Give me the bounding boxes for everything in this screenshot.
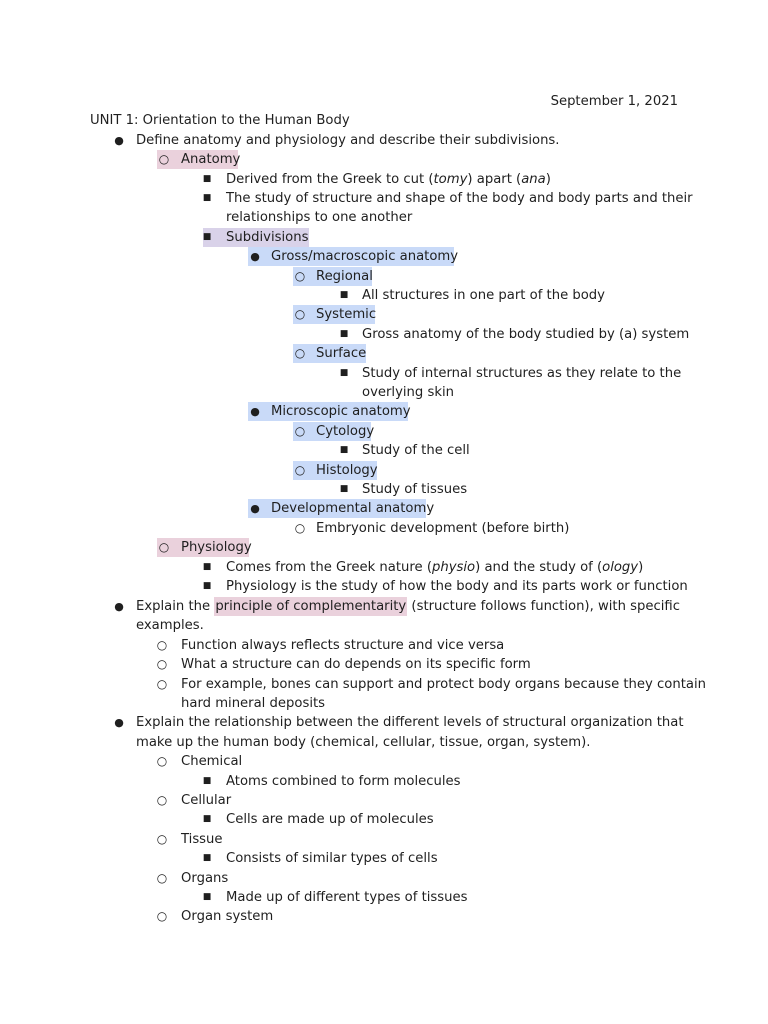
square-bullet-icon: ■ xyxy=(202,853,212,863)
complementarity-point-3-line2: hard mineral deposits xyxy=(181,696,326,711)
square-bullet-icon: ■ xyxy=(339,445,349,455)
square-bullet-icon: ■ xyxy=(339,368,349,378)
circle-bullet-icon: ○ xyxy=(156,793,168,807)
square-bullet-icon: ■ xyxy=(202,892,212,902)
embryonic-development: Embryonic development (before birth) xyxy=(316,521,570,536)
square-bullet-icon: ■ xyxy=(339,329,349,339)
square-bullet-icon: ■ xyxy=(202,581,212,591)
gross-anatomy-heading: ● Gross/macroscopic anatomy xyxy=(248,247,454,266)
circle-bullet-icon: ○ xyxy=(156,657,168,671)
objective-3-line1: Explain the relationship between the different levels of structural organization that xyxy=(136,715,684,730)
circle-bullet-icon: ○ xyxy=(294,269,306,283)
surface-description-line1: Study of internal structures as they relate to the xyxy=(362,366,682,381)
systemic-heading: ○ Systemic xyxy=(294,307,377,322)
circle-bullet-icon: ○ xyxy=(294,424,306,438)
level-tissue-description: Consists of similar types of cells xyxy=(226,851,438,866)
level-tissue: Tissue xyxy=(181,832,223,847)
circle-bullet-icon: ○ xyxy=(294,463,306,477)
objective-1: Define anatomy and physiology and describe their subdivisions. xyxy=(136,133,560,148)
objective-2-line2: examples. xyxy=(136,618,204,633)
square-bullet-icon: ■ xyxy=(202,232,212,242)
surface-description-line2: overlying skin xyxy=(362,385,454,400)
circle-bullet-icon: ○ xyxy=(158,540,170,554)
regional-heading: ○ Regional xyxy=(294,269,373,284)
circle-bullet-icon: ○ xyxy=(156,638,168,652)
surface-heading: ○ Surface xyxy=(294,346,367,361)
cytology-heading: ○ Cytology xyxy=(294,424,375,439)
level-cellular-description: Cells are made up of molecules xyxy=(226,812,434,827)
physiology-definition: Physiology is the study of how the body and its parts work or function xyxy=(226,579,688,594)
circle-bullet-icon: ○ xyxy=(156,832,168,846)
date: September 1, 2021 xyxy=(550,94,678,109)
subdivisions-heading: ■ Subdivisions xyxy=(203,228,309,247)
bullet-icon: ● xyxy=(250,250,260,263)
anatomy-heading: ○ Anatomy xyxy=(158,152,241,167)
level-organ-system: Organ system xyxy=(181,909,274,924)
level-organs: Organs xyxy=(181,871,229,886)
bullet-icon: ● xyxy=(250,405,260,418)
histology-heading: ○ Histology xyxy=(294,463,378,478)
developmental-anatomy-heading: ● Developmental anatomy xyxy=(248,499,426,518)
circle-bullet-icon: ○ xyxy=(156,871,168,885)
complementarity-highlight: principle of complementarity xyxy=(215,599,407,614)
bullet-icon: ● xyxy=(250,502,260,515)
square-bullet-icon: ■ xyxy=(202,562,212,572)
circle-bullet-icon: ○ xyxy=(156,754,168,768)
level-organs-description: Made up of different types of tissues xyxy=(226,890,468,905)
physiology-heading: ○ Physiology xyxy=(158,540,252,555)
circle-bullet-icon: ○ xyxy=(294,307,306,321)
anatomy-derivation: Derived from the Greek to cut (tomy) apart (ana) xyxy=(226,172,551,187)
square-bullet-icon: ■ xyxy=(339,290,349,300)
level-chemical: Chemical xyxy=(181,754,243,769)
unit-title: UNIT 1: Orientation to the Human Body xyxy=(90,113,350,128)
bullet-icon: ● xyxy=(114,716,124,729)
bullet-icon: ● xyxy=(114,134,124,147)
cytology-description: Study of the cell xyxy=(362,443,470,458)
systemic-description: Gross anatomy of the body studied by (a) system xyxy=(362,327,690,342)
complementarity-point-1: Function always reflects structure and vice versa xyxy=(181,638,505,653)
anatomy-definition-line2: relationships to one another xyxy=(226,210,413,225)
circle-bullet-icon: ○ xyxy=(156,677,168,691)
circle-bullet-icon: ○ xyxy=(294,521,306,535)
regional-description: All structures in one part of the body xyxy=(362,288,605,303)
square-bullet-icon: ■ xyxy=(339,484,349,494)
complementarity-point-2: What a structure can do depends on its specific form xyxy=(181,657,531,672)
microscopic-anatomy-heading: ● Microscopic anatomy xyxy=(248,402,408,421)
bullet-icon: ● xyxy=(114,600,124,613)
objective-2-line1: Explain the principle of complementarity (structure follows function), with specific xyxy=(136,599,680,614)
circle-bullet-icon: ○ xyxy=(156,909,168,923)
square-bullet-icon: ■ xyxy=(202,814,212,824)
circle-bullet-icon: ○ xyxy=(158,152,170,166)
square-bullet-icon: ■ xyxy=(202,174,212,184)
complementarity-point-3-line1: For example, bones can support and protect body organs because they contain xyxy=(181,677,706,692)
histology-description: Study of tissues xyxy=(362,482,468,497)
level-chemical-description: Atoms combined to form molecules xyxy=(226,774,461,789)
circle-bullet-icon: ○ xyxy=(294,346,306,360)
square-bullet-icon: ■ xyxy=(202,776,212,786)
physiology-derivation: Comes from the Greek nature (physio) and the study of (ology) xyxy=(226,560,644,575)
objective-3-line2: make up the human body (chemical, cellular, tissue, organ, system). xyxy=(136,735,591,750)
anatomy-definition-line1: The study of structure and shape of the body and body parts and their xyxy=(226,191,693,206)
level-cellular: Cellular xyxy=(181,793,232,808)
square-bullet-icon: ■ xyxy=(202,193,212,203)
